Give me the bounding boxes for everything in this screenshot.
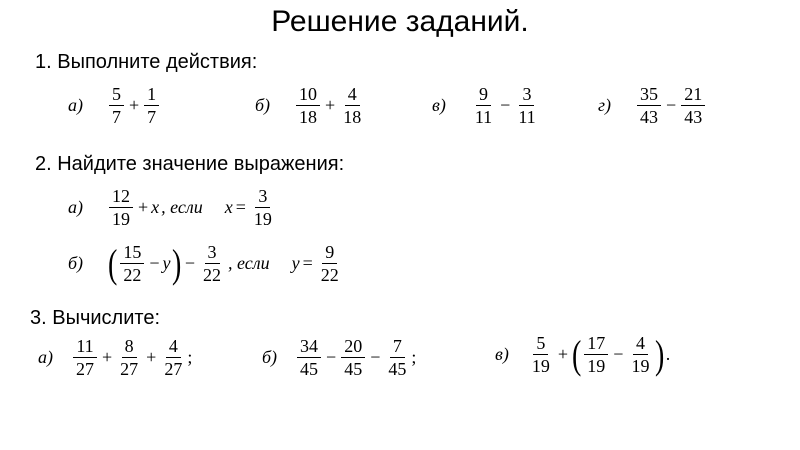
denominator: 7 bbox=[147, 107, 157, 127]
task1-item-b bbox=[255, 84, 366, 127]
item-label: в) bbox=[495, 344, 509, 364]
task1-item-d bbox=[598, 84, 707, 127]
numerator: 20 bbox=[341, 336, 365, 358]
numerator: 10 bbox=[296, 84, 320, 106]
fraction bbox=[200, 242, 224, 285]
task3-heading: 3. Вычислите: bbox=[30, 307, 160, 329]
operator: − bbox=[500, 95, 511, 115]
task2-item-a bbox=[68, 186, 277, 229]
item-label: б) bbox=[68, 253, 84, 273]
task3-item-c bbox=[495, 333, 670, 376]
numerator: 3 bbox=[519, 84, 534, 106]
denominator: 43 bbox=[684, 107, 703, 127]
open-paren: ( bbox=[571, 331, 582, 377]
fraction bbox=[297, 336, 321, 379]
denominator: 19 bbox=[253, 209, 272, 229]
terminator: ; bbox=[411, 347, 417, 367]
task3-item-a bbox=[38, 336, 192, 379]
denominator: 11 bbox=[518, 107, 536, 127]
variable: x bbox=[151, 197, 160, 217]
numerator: 3 bbox=[205, 242, 220, 264]
operator: + bbox=[102, 347, 113, 367]
variable: y bbox=[162, 253, 171, 273]
numerator: 5 bbox=[533, 333, 548, 355]
denominator: 18 bbox=[299, 107, 318, 127]
numerator: 4 bbox=[633, 333, 648, 355]
fraction bbox=[681, 84, 705, 127]
numerator: 9 bbox=[476, 84, 491, 106]
denominator: 45 bbox=[344, 359, 363, 379]
denominator: 27 bbox=[76, 359, 94, 379]
fraction bbox=[73, 336, 97, 379]
fraction bbox=[340, 84, 364, 127]
numerator: 5 bbox=[109, 84, 124, 106]
denominator: 19 bbox=[631, 356, 650, 376]
fraction bbox=[584, 333, 608, 376]
denominator: 45 bbox=[300, 359, 319, 379]
operator: − bbox=[326, 347, 337, 367]
condition-variable: x bbox=[224, 197, 233, 217]
task1-item-a bbox=[68, 84, 161, 127]
numerator: 9 bbox=[322, 242, 337, 264]
operator: − bbox=[666, 95, 677, 115]
denominator: 11 bbox=[474, 107, 493, 127]
operator: − bbox=[370, 347, 381, 367]
operator: + bbox=[325, 95, 336, 115]
operator: + bbox=[138, 197, 149, 217]
task3-item-b bbox=[262, 336, 416, 379]
equals-sign: = bbox=[235, 197, 246, 217]
denominator: 27 bbox=[120, 359, 139, 379]
fraction bbox=[515, 84, 538, 127]
fraction bbox=[251, 186, 275, 229]
close-paren: ) bbox=[655, 331, 665, 377]
item-label: б) bbox=[262, 347, 278, 367]
fraction bbox=[144, 84, 159, 127]
fraction bbox=[385, 336, 409, 379]
numerator: 21 bbox=[681, 84, 705, 106]
fraction bbox=[120, 242, 144, 285]
fraction bbox=[529, 333, 553, 376]
operator: − bbox=[184, 253, 196, 273]
item-label: в) bbox=[432, 95, 446, 115]
item-label: г) bbox=[598, 95, 612, 115]
fraction bbox=[318, 242, 342, 285]
open-paren: ( bbox=[108, 240, 118, 286]
operator: + bbox=[557, 344, 568, 364]
item-label: а) bbox=[68, 95, 83, 115]
fraction bbox=[161, 336, 185, 379]
numerator: 12 bbox=[109, 186, 133, 208]
numerator: 34 bbox=[297, 336, 321, 358]
numerator: 17 bbox=[584, 333, 608, 355]
terminator: . bbox=[665, 344, 671, 364]
numerator: 11 bbox=[73, 336, 96, 358]
item-label: а) bbox=[68, 197, 83, 217]
denominator: 43 bbox=[640, 107, 659, 127]
fraction bbox=[637, 84, 661, 127]
numerator: 3 bbox=[255, 186, 270, 208]
operator: − bbox=[613, 344, 624, 364]
fraction bbox=[109, 186, 133, 229]
condition-variable: y bbox=[291, 253, 300, 273]
denominator: 19 bbox=[587, 356, 606, 376]
numerator: 7 bbox=[390, 336, 405, 358]
denominator: 22 bbox=[203, 265, 222, 285]
denominator: 27 bbox=[164, 359, 183, 379]
operator: + bbox=[129, 95, 140, 115]
task2-item-b bbox=[68, 242, 344, 285]
numerator: 15 bbox=[120, 242, 144, 264]
numerator: 8 bbox=[122, 336, 137, 358]
item-label: б) bbox=[255, 95, 271, 115]
numerator: 1 bbox=[144, 84, 159, 106]
close-paren: ) bbox=[171, 240, 181, 286]
numerator: 4 bbox=[166, 336, 181, 358]
numerator: 35 bbox=[637, 84, 661, 106]
equals-sign: = bbox=[302, 253, 313, 273]
fraction bbox=[472, 84, 495, 127]
numerator: 4 bbox=[345, 84, 360, 106]
fraction bbox=[296, 84, 320, 127]
denominator: 18 bbox=[343, 107, 362, 127]
denominator: 22 bbox=[123, 265, 142, 285]
denominator: 7 bbox=[112, 107, 121, 127]
operator: − bbox=[149, 253, 160, 273]
page-title: Решение заданий. bbox=[271, 5, 529, 38]
fraction bbox=[628, 333, 652, 376]
fraction bbox=[109, 84, 124, 127]
condition-text: , если bbox=[228, 253, 270, 273]
fraction bbox=[341, 336, 365, 379]
operator: + bbox=[146, 347, 157, 367]
task2-heading: 2. Найдите значение выражения: bbox=[35, 153, 345, 175]
denominator: 19 bbox=[112, 209, 130, 229]
item-label: а) bbox=[38, 347, 53, 367]
denominator: 19 bbox=[531, 356, 550, 376]
terminator: ; bbox=[187, 347, 193, 367]
denominator: 45 bbox=[388, 359, 407, 379]
task1-item-c bbox=[432, 84, 541, 127]
task1-heading: 1. Выполните действия: bbox=[35, 51, 258, 73]
denominator: 22 bbox=[320, 265, 339, 285]
fraction bbox=[117, 336, 141, 379]
condition-text: , если bbox=[161, 197, 203, 217]
